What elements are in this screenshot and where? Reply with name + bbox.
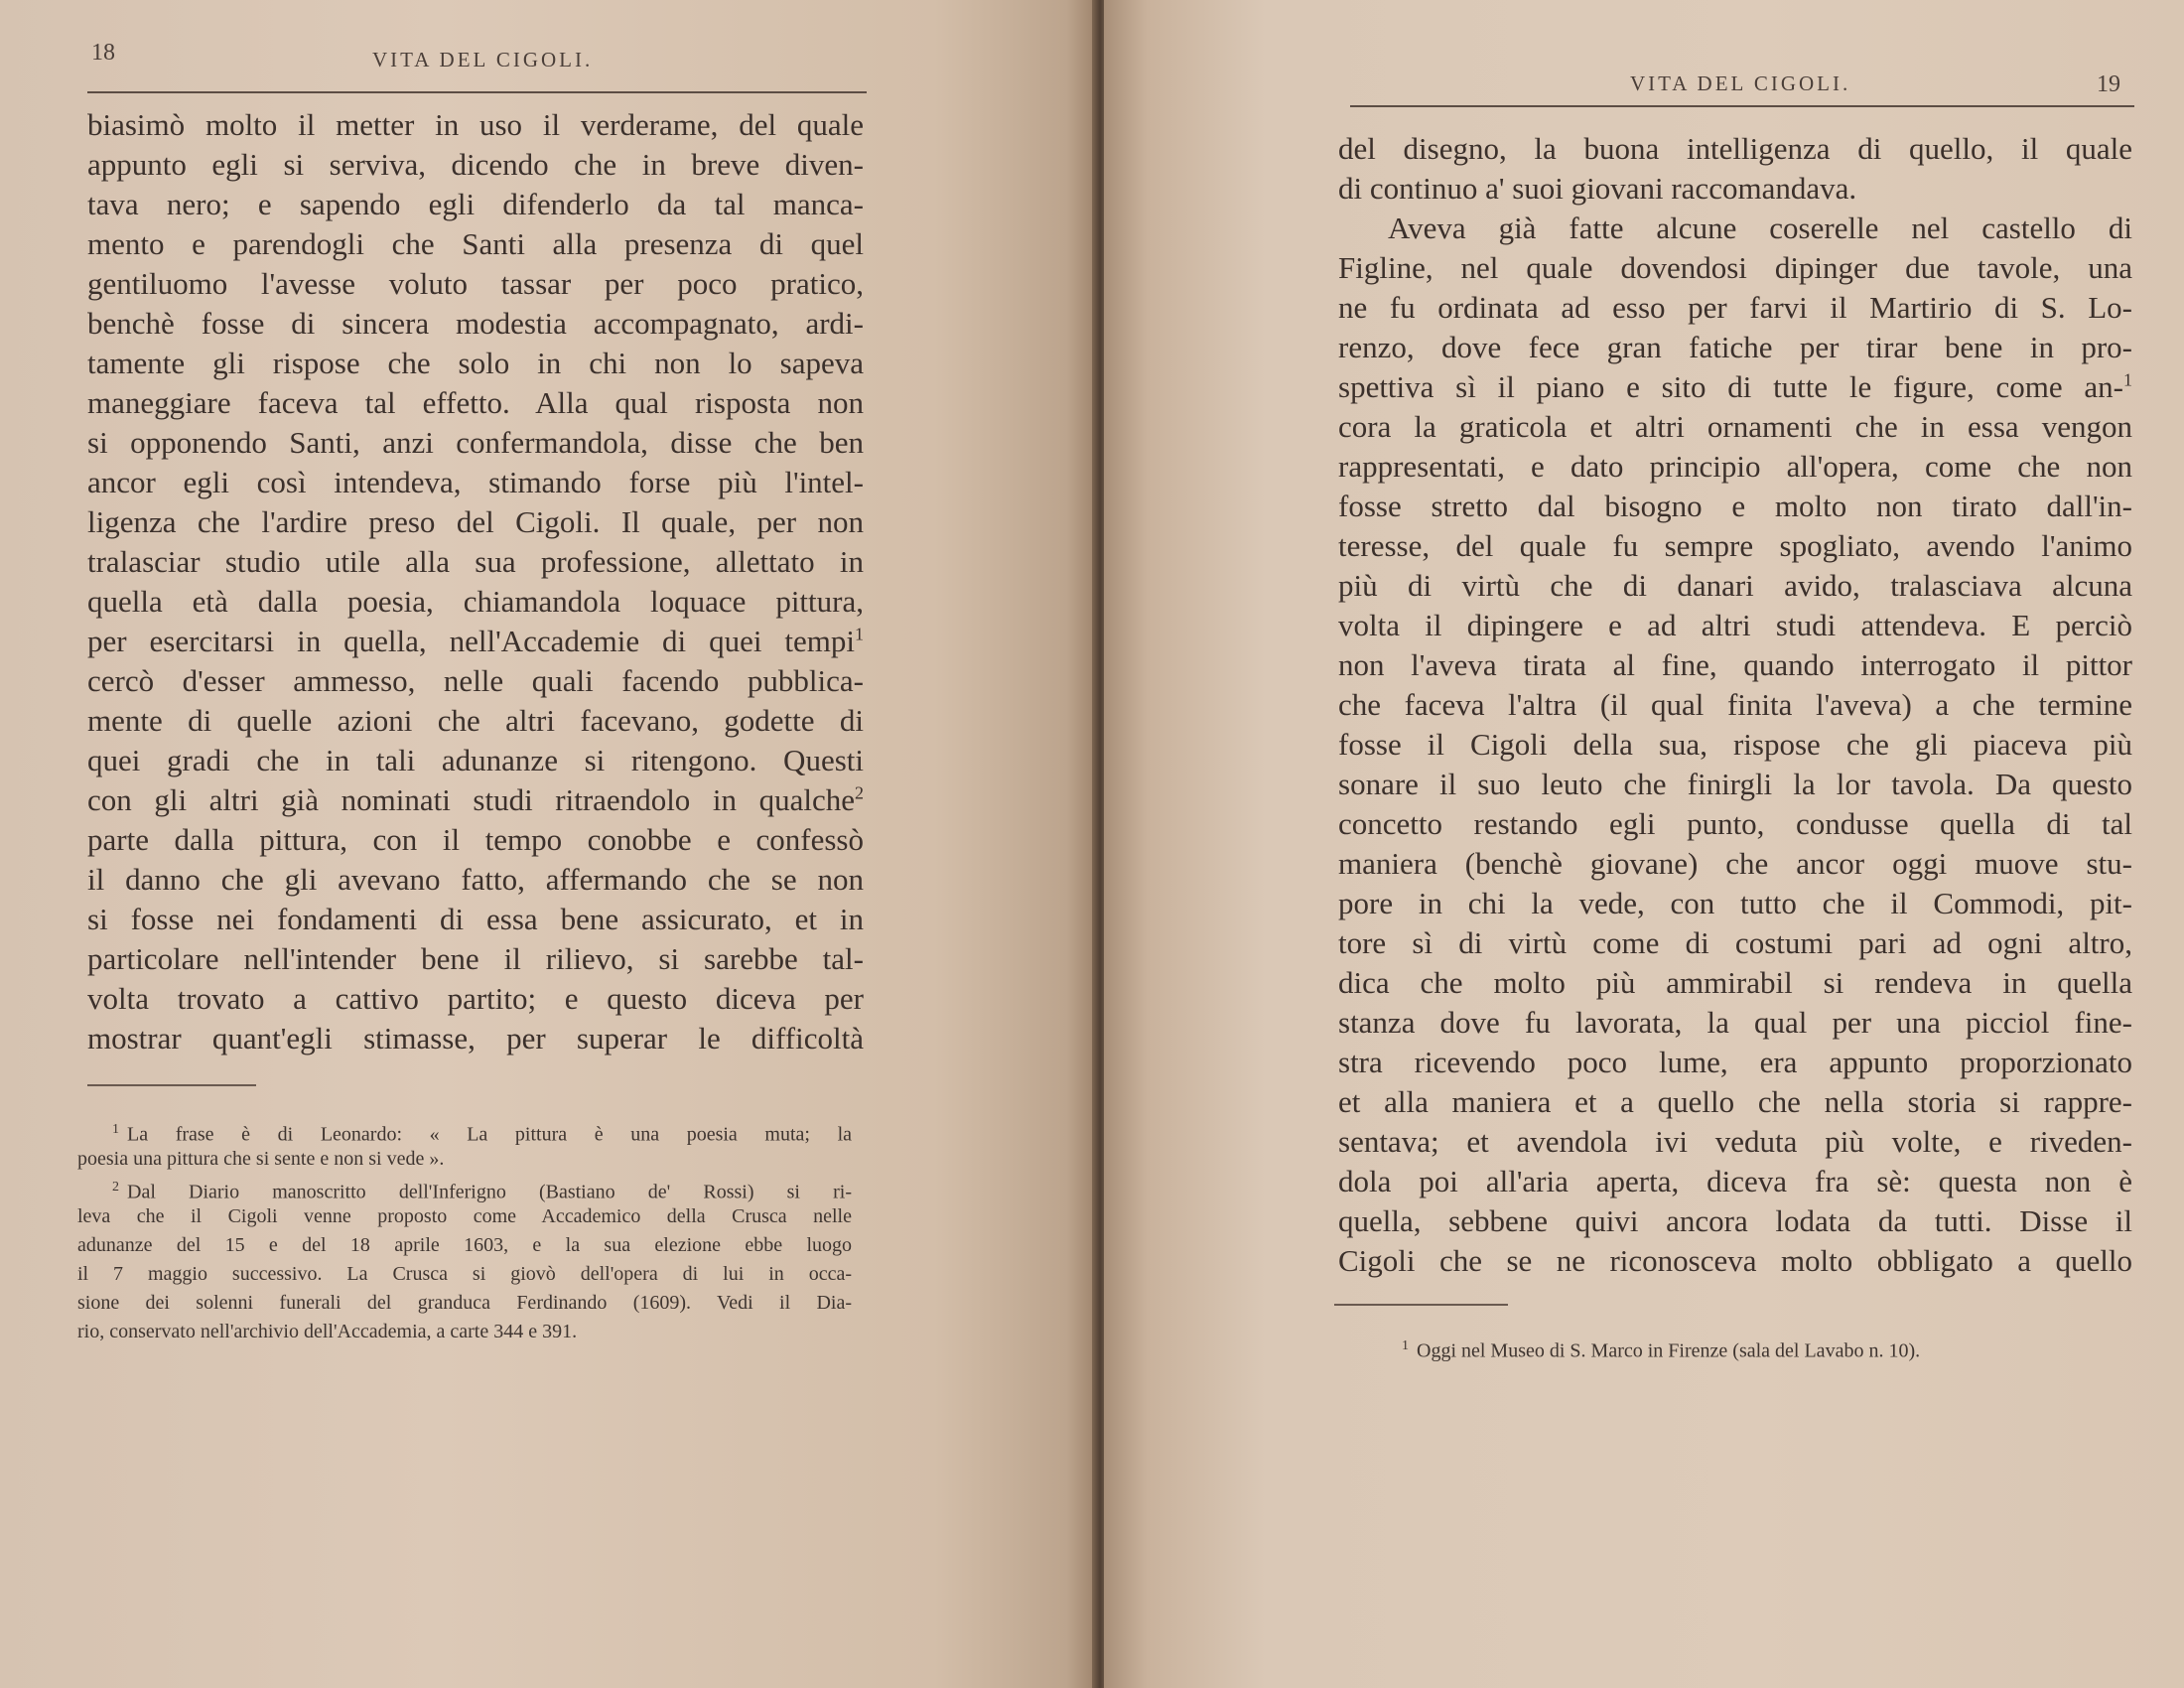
- text-line: Cigoli che se ne riconosceva molto obbligato a quello: [1338, 1243, 2132, 1278]
- text-line: Figline, nel quale dovendosi dipinger due tavole, una: [1338, 250, 2132, 285]
- text-line: più di virtù che di danari avido, tralasciava alcuna: [1338, 568, 2132, 603]
- text-line: parte dalla pittura, con il tempo conobbe e confessò: [87, 822, 864, 857]
- text-line: ligenza che l'ardire preso del Cigoli. Il quale, per non: [87, 504, 864, 539]
- footnote-reference: 1: [2123, 369, 2132, 390]
- text-line: volta il dipingere e ad altri studi attendeva. E perciò: [1338, 608, 2132, 642]
- text-line: mente di quelle azioni che altri facevano, godette di: [87, 703, 864, 738]
- text-line: sonare il suo leuto che finirgli la lor tavola. Da questo: [1338, 767, 2132, 801]
- text-line: si opponendo Santi, anzi confermandola, disse che ben: [87, 425, 864, 460]
- footnote-line: [112, 1174, 852, 1206]
- text-line: di continuo a' suoi giovani raccomandava.: [1338, 171, 1857, 206]
- footnote-line: [77, 1260, 852, 1288]
- text-line: maneggiare faceva tal effetto. Alla qual risposta non: [87, 385, 864, 420]
- footnote-text: poesia una pittura che si sente e non si vede ».: [77, 1148, 445, 1170]
- footnote-line: [77, 1202, 852, 1230]
- text-line: il danno che gli avevano fatto, affermando che se non: [87, 862, 864, 897]
- footnote-line: [112, 1116, 852, 1149]
- text-line: che faceva l'altra (il qual finita l'aveva) a che termine: [1338, 687, 2132, 722]
- text-line: rappresentati, e dato principio all'opera, come che non: [1338, 449, 2132, 484]
- text-line: concetto restando egli punto, condusse quella di tal: [1338, 806, 2132, 841]
- text-line: dica che molto più ammirabil si rendeva in quella: [1338, 965, 2132, 1000]
- footnote-line: [77, 1318, 852, 1345]
- text-line: ancor egli così intendeva, stimando forse più l'intel-: [87, 465, 864, 499]
- footnote-mark: 1: [1402, 1338, 1409, 1353]
- text-line: mostrar quant'egli stimasse, per superar le difficoltà: [87, 1021, 864, 1055]
- text-line: cercò d'esser ammesso, nelle quali facendo pubblica-: [87, 663, 864, 698]
- text-line: tralasciar studio utile alla sua professione, allettato in: [87, 544, 864, 579]
- text-line: Aveva già fatte alcune coserelle nel castello di: [1388, 211, 2132, 245]
- text-line: benchè fosse di sincera modestia accompagnato, ardi-: [87, 306, 864, 341]
- text-line: particolare nell'intender bene il rilievo, si sarebbe tal-: [87, 941, 864, 976]
- text-line: renzo, dove fece gran fatiche per tirar bene in pro-: [1338, 330, 2132, 364]
- text-line: tore sì di virtù come di costumi pari ad ogni altro,: [1338, 925, 2132, 960]
- left-head-rule: [87, 91, 867, 93]
- text-line: con gli altri già nominati studi ritraendolo in qualche$^2$: [87, 782, 864, 817]
- text-line: biasimò molto il metter in uso il verderame, del quale: [87, 107, 864, 142]
- footnote-text: rio, conservato nell'archivio dell'Accademia, a carte 344 e 391.: [77, 1321, 578, 1342]
- footnote-text: il 7 maggio successivo. La Crusca si giovò dell'opera di lui in occa-: [77, 1263, 852, 1285]
- text-line: stanza dove fu lavorata, la qual per una picciol fine-: [1338, 1005, 2132, 1040]
- text-line: tava nero; e sapendo egli difenderlo da tal manca-: [87, 187, 864, 221]
- text-line: sentava; et avendola ivi veduta più volte, e riveden-: [1338, 1124, 2132, 1159]
- text-line: gentiluomo l'avesse voluto tassar per poco pratico,: [87, 266, 864, 301]
- text-line: si fosse nei fondamenti di essa bene assicurato, et in: [87, 902, 864, 936]
- text-line: del disegno, la buona intelligenza di quello, il quale: [1338, 131, 2132, 166]
- footnote-mark: 2: [112, 1180, 119, 1195]
- footnote-mark: 1: [112, 1122, 119, 1137]
- text-line: dola poi all'aria aperta, diceva fra sè: questa non è: [1338, 1164, 2132, 1198]
- right-running-head: VITA DEL CIGOLI.: [1630, 71, 1851, 95]
- footnote-reference: 2: [855, 782, 864, 803]
- left-footnote-rule: [87, 1084, 256, 1086]
- footnote-line: [77, 1145, 852, 1173]
- right-footnote-rule: [1334, 1304, 1508, 1306]
- text-line: et alla maniera et a quello che nella storia si rappre-: [1338, 1084, 2132, 1119]
- text-line: quella età dalla poesia, chiamandola loquace pittura,: [87, 584, 864, 619]
- footnote-reference: 1: [855, 624, 864, 644]
- footnote-text: Oggi nel Museo di S. Marco in Firenze (sala del Lavabo n. 10).: [1417, 1339, 1921, 1362]
- footnote-line: [77, 1289, 852, 1317]
- footnote-text: leva che il Cigoli venne proposto come Accademico della Crusca nelle: [77, 1205, 852, 1227]
- text-line: maniera (benchè giovane) che ancor oggi muove stu-: [1338, 846, 2132, 881]
- text-line: spettiva sì il piano e sito di tutte le figure, come an-$^1$: [1338, 369, 2132, 404]
- text-line: quella, sebbene quivi ancora lodata da tutti. Disse il: [1338, 1203, 2132, 1238]
- right-page: [1104, 0, 2184, 1688]
- right-page-number: 19: [2097, 71, 2120, 97]
- footnote-text: sione dei solenni funerali del granduca Ferdinando (1609). Vedi il Dia-: [77, 1292, 852, 1314]
- text-line: fosse stretto dal bisogno e molto non tirato dall'in-: [1338, 489, 2132, 523]
- footnote-text: Dal Diario manoscritto dell'Inferigno (Bastiano de' Rossi) si ri-: [127, 1181, 852, 1203]
- text-line: pore in chi la vede, con tutto che il Commodi, pit-: [1338, 886, 2132, 920]
- text-line: volta trovato a cattivo partito; e questo diceva per: [87, 981, 864, 1016]
- left-page-number: 18: [91, 40, 115, 66]
- text-line: quei gradi che in tali adunanze si ritengono. Questi: [87, 743, 864, 777]
- left-running-head: VITA DEL CIGOLI.: [372, 48, 594, 71]
- footnote-line: [1402, 1333, 2136, 1365]
- text-line: cora la graticola et altri ornamenti che in essa vengon: [1338, 409, 2132, 444]
- right-head-rule: [1350, 105, 2134, 107]
- footnote-text: adunanze del 15 e del 18 aprile 1603, e la sua elezione ebbe luogo: [77, 1234, 852, 1256]
- text-line: per esercitarsi in quella, nell'Accademie di quei tempi$^1$: [87, 624, 864, 658]
- text-line: mento e parendogli che Santi alla presenza di quel: [87, 226, 864, 261]
- text-line: non l'aveva tirata al fine, quando interrogato il pittor: [1338, 647, 2132, 682]
- text-line: fosse il Cigoli della sua, rispose che gli piaceva più: [1338, 727, 2132, 762]
- text-line: stra ricevendo poco lume, era appunto proporzionato: [1338, 1045, 2132, 1079]
- text-line: tamente gli rispose che solo in chi non lo sapeva: [87, 346, 864, 380]
- text-line: appunto egli si serviva, dicendo che in breve diven-: [87, 147, 864, 182]
- text-line: teresse, del quale fu sempre spogliato, avendo l'animo: [1338, 528, 2132, 563]
- text-line: ne fu ordinata ad esso per farvi il Martirio di S. Lo-: [1338, 290, 2132, 325]
- footnote-line: [77, 1231, 852, 1259]
- footnote-text: La frase è di Leonardo: « La pittura è una poesia muta; la: [127, 1123, 852, 1146]
